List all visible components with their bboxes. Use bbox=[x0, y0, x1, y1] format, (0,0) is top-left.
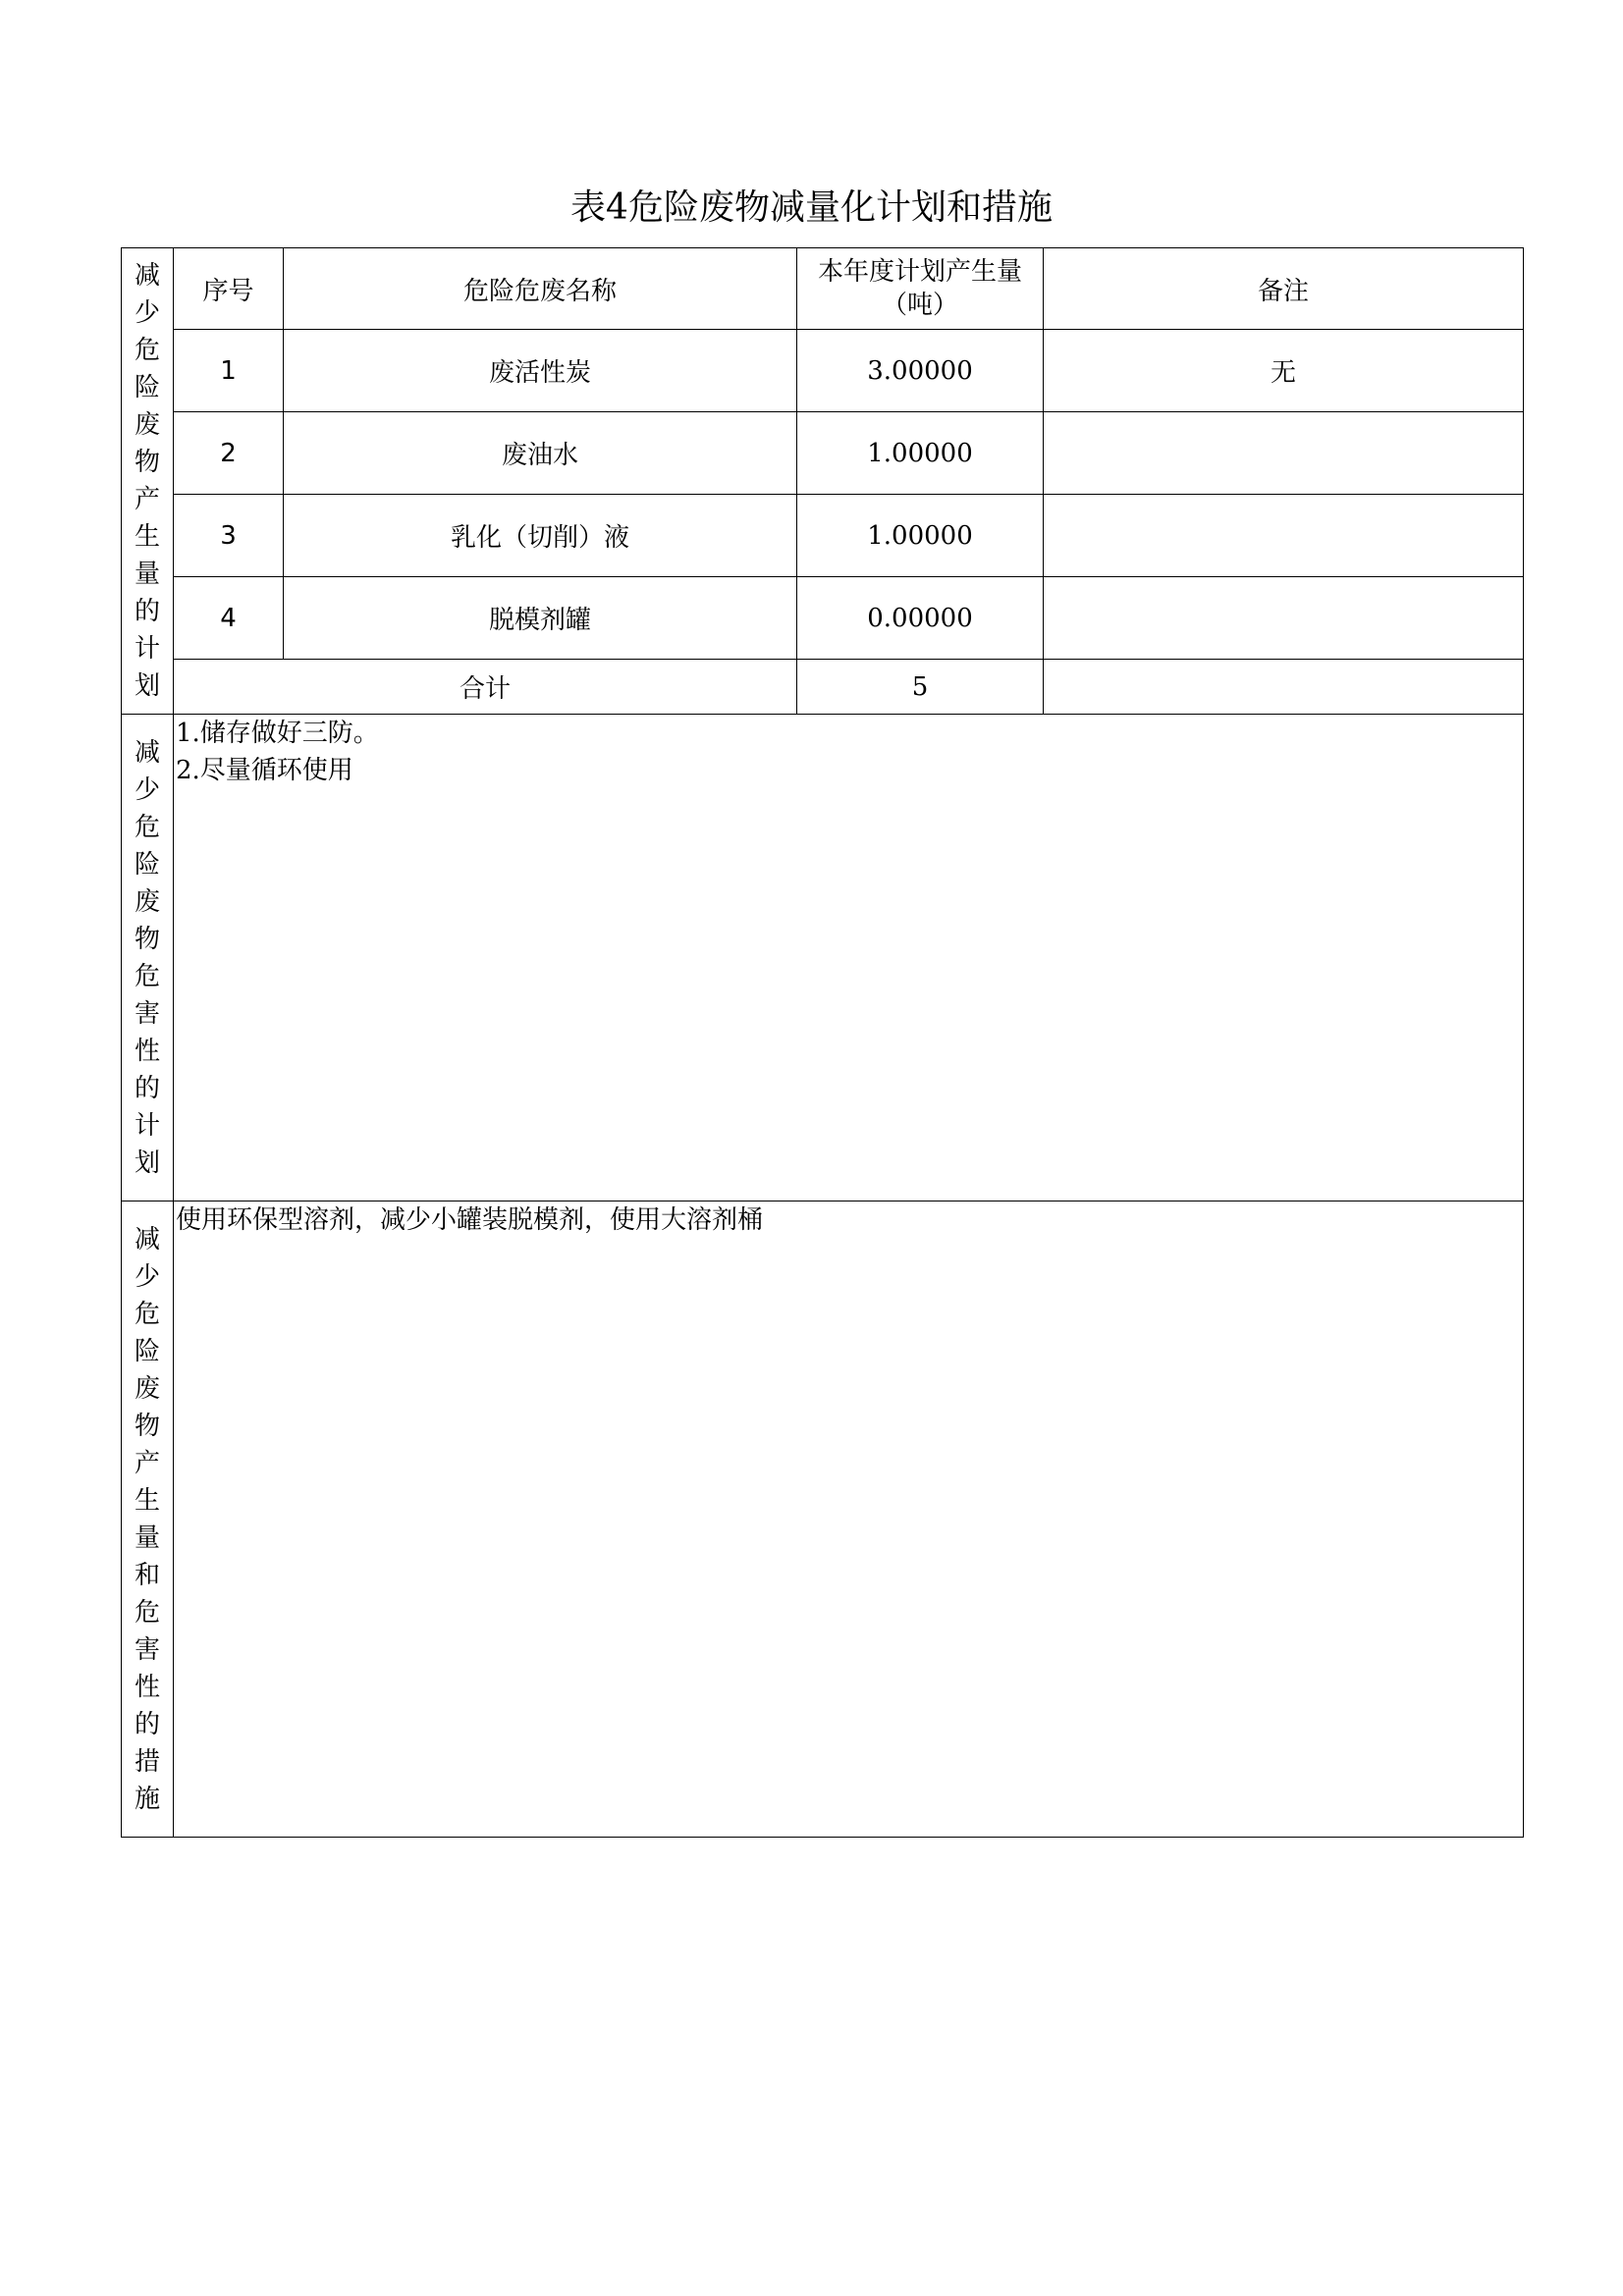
section3-content bbox=[174, 1201, 1524, 1838]
row-name: 废活性炭 bbox=[284, 330, 797, 412]
header-name: 危险危废名称 bbox=[284, 248, 797, 330]
row-seq: 1 bbox=[174, 330, 284, 412]
total-amount: 5 bbox=[797, 660, 1044, 715]
section2-content bbox=[174, 715, 1524, 1201]
table-row bbox=[122, 495, 1524, 577]
page-title: 表4危险废物减量化计划和措施 bbox=[570, 187, 1053, 228]
waste-reduction-table bbox=[121, 247, 1524, 1838]
row-amount: 3.00000 bbox=[797, 330, 1044, 412]
row-name: 脱模剂罐 bbox=[284, 577, 797, 660]
row-remark: 无 bbox=[1044, 330, 1524, 412]
row-remark bbox=[1044, 577, 1524, 660]
total-row bbox=[122, 660, 1524, 715]
section2-row bbox=[122, 715, 1524, 1201]
table-row bbox=[122, 412, 1524, 495]
table-row bbox=[122, 330, 1524, 412]
row-name: 乳化（切削）液 bbox=[284, 495, 797, 577]
header-seq: 序号 bbox=[174, 248, 284, 330]
header-amount: 本年度计划产生量 （吨） bbox=[797, 248, 1044, 330]
row-seq: 2 bbox=[174, 412, 284, 495]
total-remark bbox=[1044, 660, 1524, 715]
row-seq: 4 bbox=[174, 577, 284, 660]
row-amount: 0.00000 bbox=[797, 577, 1044, 660]
section3-label: 减 少 危 险 废 物 产 生 量 和 危 害 性 的 措 施 bbox=[122, 1201, 174, 1838]
row-amount: 1.00000 bbox=[797, 412, 1044, 495]
section2-line: 1.储存做好三防。 bbox=[176, 719, 379, 748]
row-seq: 3 bbox=[174, 495, 284, 577]
row-remark bbox=[1044, 495, 1524, 577]
row-name: 废油水 bbox=[284, 412, 797, 495]
table-row bbox=[122, 577, 1524, 660]
section2-label: 减 少 危 险 废 物 危 害 性 的 计 划 bbox=[122, 715, 174, 1201]
section3-row bbox=[122, 1201, 1524, 1838]
row-amount: 1.00000 bbox=[797, 495, 1044, 577]
section2-line: 2.尽量循环使用 bbox=[176, 756, 353, 785]
row-remark bbox=[1044, 412, 1524, 495]
total-label: 合计 bbox=[174, 660, 797, 715]
section1-label: 减 少 危 险 废 物 产 生 量 的 计 划 bbox=[122, 248, 174, 715]
header-remark: 备注 bbox=[1044, 248, 1524, 330]
header-row bbox=[122, 248, 1524, 330]
section3-line: 使用环保型溶剂，减少小罐装脱模剂，使用大溶剂桶 bbox=[176, 1205, 764, 1235]
